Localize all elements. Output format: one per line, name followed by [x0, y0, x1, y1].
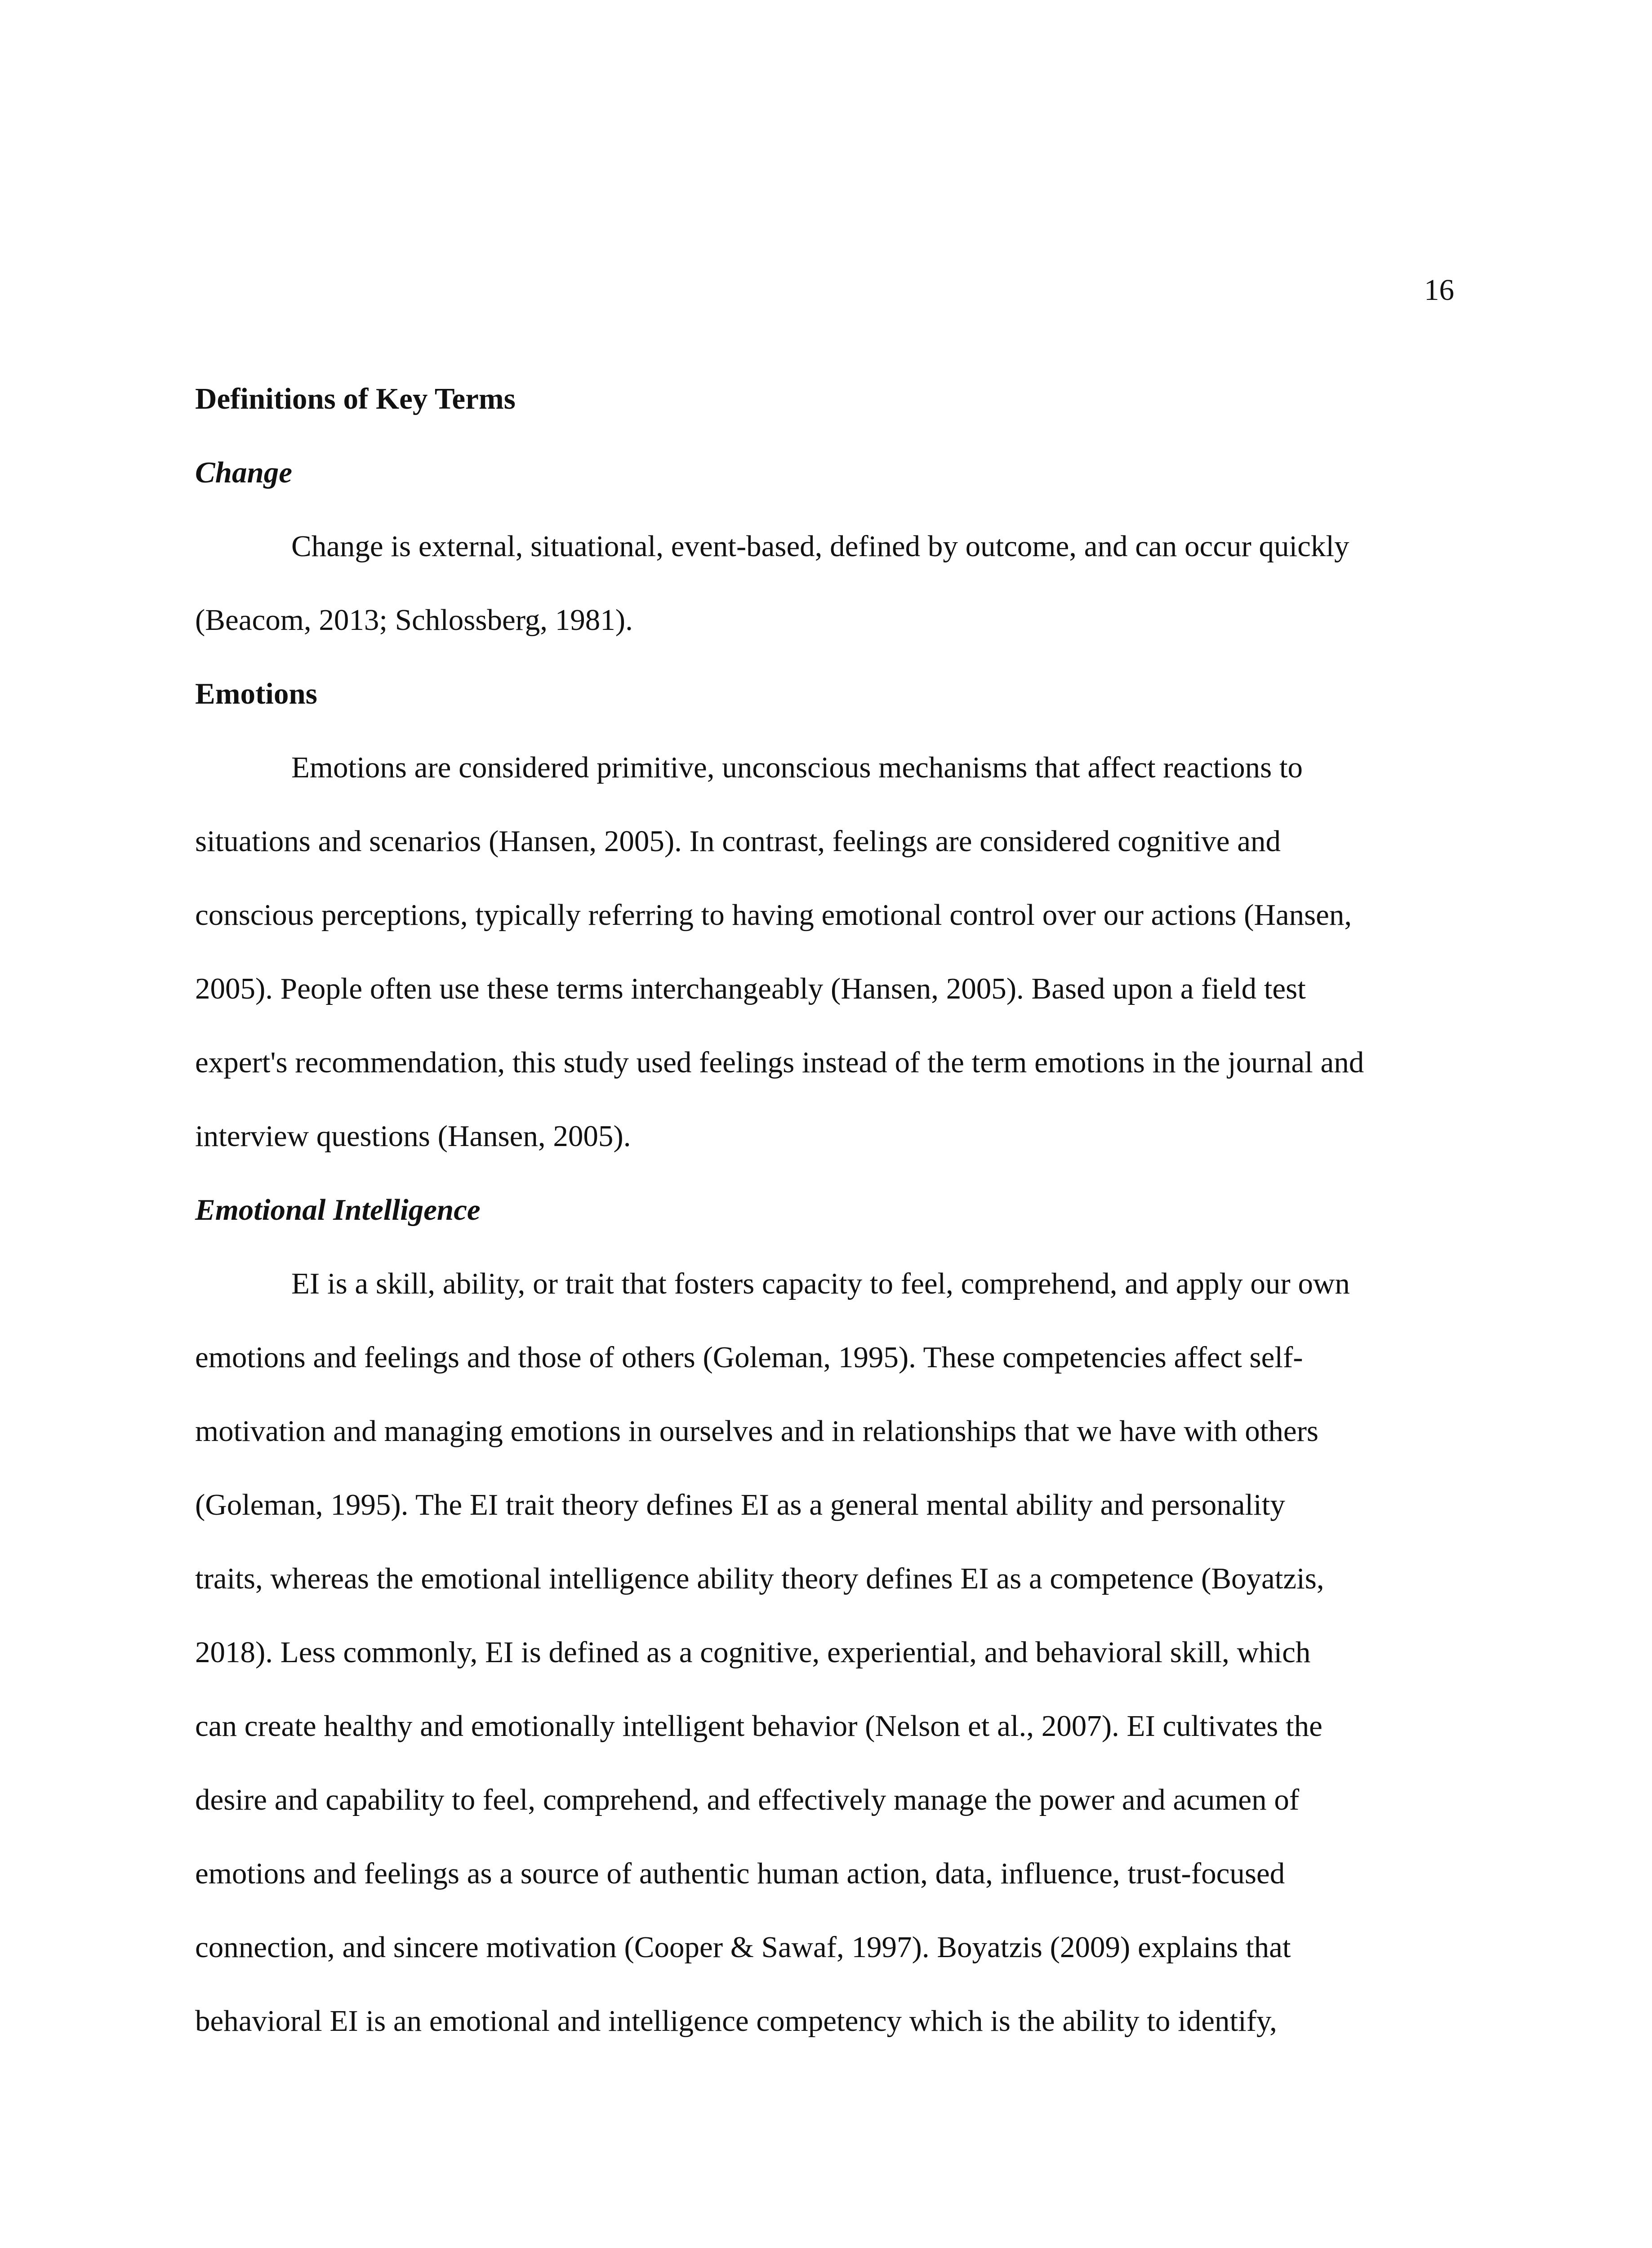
- paragraph-line: (Beacom, 2013; Schlossberg, 1981).: [195, 603, 633, 637]
- paragraph-line: connection, and sincere motivation (Cooper & Sawaf, 1997). Boyatzis (2009) explains that: [195, 1931, 1291, 1964]
- paragraph-line: behavioral EI is an emotional and intelligence competency which is the ability to identify,: [195, 2004, 1277, 2038]
- paragraph-line: emotions and feelings and those of others (Goleman, 1995). These competencies affect self-: [195, 1341, 1303, 1374]
- section-heading-definitions: Definitions of Key Terms: [195, 382, 516, 415]
- paragraph-line: conscious perceptions, typically referring to having emotional control over our actions (Hansen,: [195, 898, 1352, 932]
- section-heading-emotional-intelligence: Emotional Intelligence: [195, 1193, 481, 1227]
- paragraph-line: 2005). People often use these terms interchangeably (Hansen, 2005). Based upon a field test: [195, 972, 1306, 1005]
- paragraph-emotional-intelligence: [195, 1247, 1454, 2058]
- page-number: 16: [1424, 273, 1454, 307]
- paragraph-line: traits, whereas the emotional intelligence ability theory defines EI as a competence (Boyatzis,: [195, 1562, 1324, 1595]
- paragraph-line: EI is a skill, ability, or trait that fosters capacity to feel, comprehend, and apply our own: [291, 1267, 1350, 1300]
- document-body: [195, 362, 1454, 2058]
- paragraph-emotions: [195, 731, 1454, 1173]
- paragraph-line: 2018). Less commonly, EI is defined as a cognitive, experiential, and behavioral skill, which: [195, 1636, 1311, 1669]
- paragraph-line: emotions and feelings as a source of authentic human action, data, influence, trust-focused: [195, 1857, 1285, 1890]
- paragraph-line: can create healthy and emotionally intelligent behavior (Nelson et al., 2007). EI cultivates the: [195, 1709, 1322, 1743]
- section-heading-change: Change: [195, 456, 292, 489]
- paragraph-line: Emotions are considered primitive, unconscious mechanisms that affect reactions to: [291, 751, 1303, 784]
- paragraph-line: situations and scenarios (Hansen, 2005). In contrast, feelings are considered cognitive and: [195, 825, 1281, 858]
- paragraph-line: interview questions (Hansen, 2005).: [195, 1120, 631, 1153]
- paragraph-line: expert's recommendation, this study used feelings instead of the term emotions in the journal and: [195, 1046, 1364, 1079]
- paragraph-line: desire and capability to feel, comprehend, and effectively manage the power and acumen of: [195, 1783, 1300, 1816]
- section-heading-emotions: Emotions: [195, 677, 317, 710]
- paragraph-line: motivation and managing emotions in ourselves and in relationships that we have with others: [195, 1414, 1318, 1448]
- paragraph-line: (Goleman, 1995). The EI trait theory defines EI as a general mental ability and personality: [195, 1488, 1285, 1521]
- paragraph-line: Change is external, situational, event-based, defined by outcome, and can occur quickly: [291, 530, 1349, 563]
- paragraph-change: [195, 509, 1454, 657]
